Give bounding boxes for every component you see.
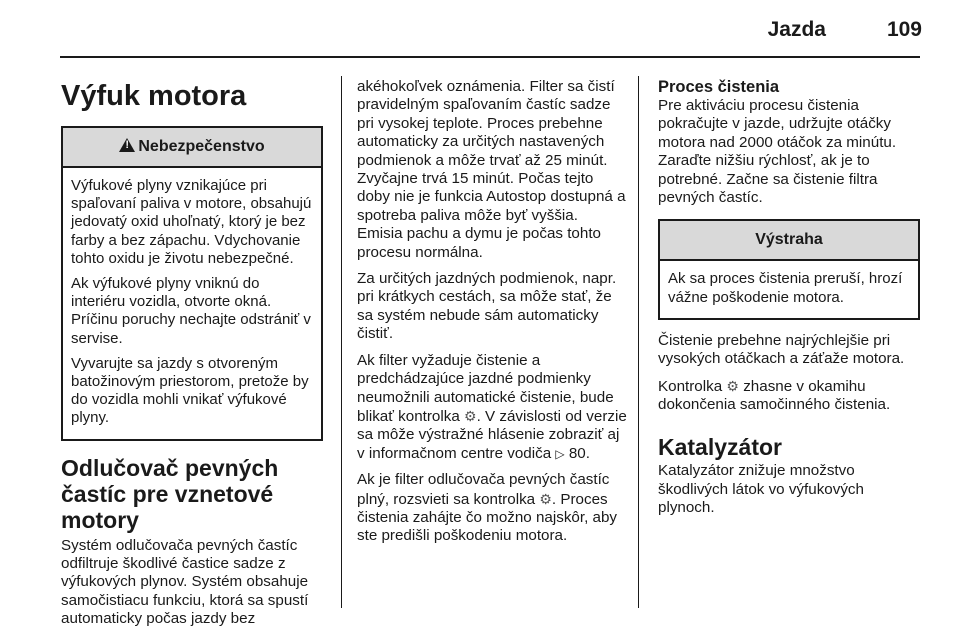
body-paragraph: akéhokoľvek oznámenia. Filter sa čistí pravidelným spaľovaním častíc sadze pri vysokej teplote. Proces prebehne automaticky za určitých nastavených podmienok a môže trvať až 25 minút. Zvyčajne trvá 15 minút. Počas tejto doby nie je funkcia Autostop dostupná a spotreba paliva môže byť vyššia. Emisia pachu a dymu je počas tohto procesu normálna.: [357, 78, 626, 261]
particle-filter-icon: ⚙: [464, 407, 477, 424]
warning-paragraph: Ak sa proces čistenia preruší, hrozí vážne poškodenie motora.: [668, 270, 903, 306]
column-divider-2: [638, 76, 639, 608]
body-paragraph: Ak je filter odlučovača pevných častíc plný, rozsvieti sa kontrolka ⚙. Proces čistenia zahájte čo možno najskôr, aby ste predišli poškodeniu motora.: [357, 471, 618, 545]
danger-box-header: [63, 128, 321, 168]
page-reference-arrow-icon: ▷: [555, 446, 565, 461]
section-title-particle-filter: Odlučovač pevných častíc pre vznetové motory: [61, 454, 279, 533]
danger-paragraph: Ak výfukové plyny vniknú do interiéru vozidla, otvorte okná. Príčinu poruchy nechajte odstrániť v servise.: [71, 275, 311, 347]
column-3: [658, 78, 920, 526]
body-paragraph: Pre aktiváciu procesu čistenia pokračujte v jazde, udržujte otáčky motora nad 2000 otáčok za minútu. Zaraďte nižšiu rýchlosť, ak je to potrebné. Začne sa čistenie filtra pevných častíc.: [658, 97, 897, 207]
particle-filter-icon: ⚙: [539, 490, 552, 507]
danger-box-body: [63, 168, 321, 439]
warning-triangle-icon: [119, 138, 135, 152]
page-number: 109: [886, 18, 922, 41]
warning-box: [658, 219, 920, 319]
danger-paragraph: Vyvarujte sa jazdy s otvoreným batožinovým priestorom, pretože by do vozidla mohli vnikať výfukové plyny.: [71, 354, 309, 427]
warning-box-header: Výstraha: [660, 221, 918, 261]
body-paragraph: Za určitých jazdných podmienok, napr. pri krátkych cestách, sa môže stať, že sa systém nebude sám automaticky čistiť.: [357, 270, 617, 343]
body-paragraph: Ak filter vyžaduje čistenie a predchádzajúce jazdné podmienky neumožnili automatické čistenie, bude blikať kontrolka ⚙. V závislosti od verzie sa môže výstražné hlásenie zobraziť aj v informačnom centre vodiča ▷ 80.: [357, 351, 627, 462]
warning-box-body: [660, 261, 918, 317]
danger-box-label: Nebezpečenstvo: [138, 138, 265, 155]
subheading-cleaning-process: Proces čistenia: [658, 78, 780, 96]
body-paragraph: Kontrolka ⚙ zhasne v okamihu dokončenia samočinného čistenia.: [658, 377, 891, 414]
section-title-catalyst: Katalyzátor: [658, 434, 782, 461]
page-reference[interactable]: 80: [568, 444, 586, 462]
danger-paragraph: Výfukové plyny vznikajúce pri spaľovaní paliva v motore, obsahujú jedovatý oxid uhoľnatý, ktorý je bez farby a bez zápachu. Vdychovanie tohto oxidu je životu nebezpečné.: [71, 177, 312, 267]
danger-box: [61, 126, 323, 441]
header-title: Jazda: [767, 18, 826, 41]
page-title: Výfuk motora: [61, 80, 247, 112]
column-divider-1: [341, 76, 342, 608]
body-paragraph: Čistenie prebehne najrýchlejšie pri vysokých otáčkach a záťaže motora.: [658, 331, 905, 368]
column-1: [61, 78, 323, 637]
particle-filter-icon: ⚙: [726, 377, 739, 394]
body-paragraph: Systém odlučovača pevných častíc odfiltruje škodlivé častice sadze z výfukových plynov. Systém obsahuje samočistiacu funkciu, ktorá sa spustí automaticky počas jazdy bez: [61, 536, 309, 628]
header-divider: [60, 56, 920, 58]
column-2: [357, 78, 627, 554]
body-paragraph: Katalyzátor znižuje množstvo škodlivých látok vo výfukových plynoch.: [658, 462, 864, 517]
